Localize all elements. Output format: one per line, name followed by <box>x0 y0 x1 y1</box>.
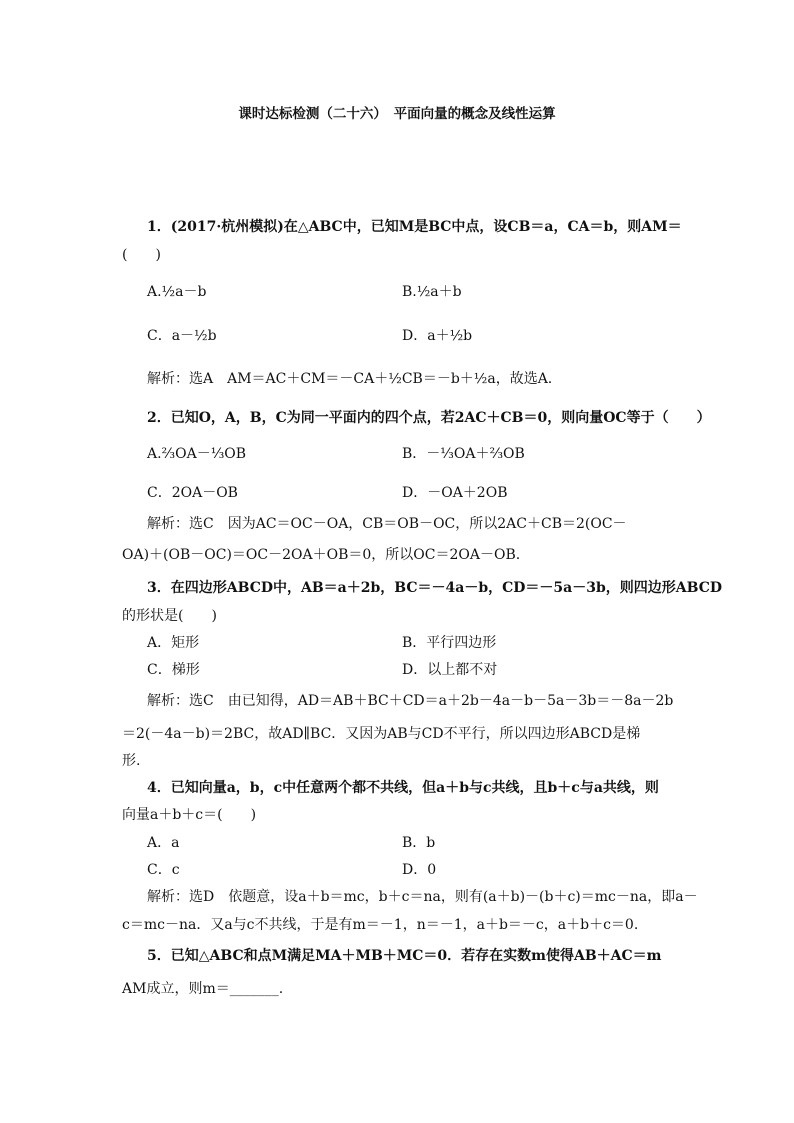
page-title: 课时达标检测（二十六） 平面向量的概念及线性运算 <box>238 106 556 122</box>
question-3-solution-line-2: ＝2(－4a－b)＝2BC，故AD∥BC．又因为AB与CD不平行，所以四边形ABCD是梯 <box>122 726 641 742</box>
question-4-stem-line-2: 向量a＋b＋c＝( ) <box>122 807 257 823</box>
question-2-option-a: A.⅔OA－⅓OB <box>147 446 247 462</box>
question-4-stem: 4．已知向量a，b，c中任意两个都不共线，但a＋b与c共线，且b＋c与a共线，则 <box>147 780 659 796</box>
question-4-option-c: C．c <box>147 862 180 878</box>
question-2-solution-line-2: OA)＋(OB－OC)＝OC－2OA＋OB＝0，所以OC＝2OA－OB. <box>122 547 521 563</box>
question-3-solution-line-3: 形. <box>122 753 141 769</box>
question-3-solution-line-1: 解析：选C 由已知得，AD＝AB＋BC＋CD＝a＋2b－4a－b－5a－3b＝－8a－2b <box>147 693 674 709</box>
question-3-option-b: B．平行四边形 <box>402 635 497 651</box>
question-4-option-b: B．b <box>402 835 436 851</box>
question-1-answer-blank: ( ) <box>122 247 161 263</box>
question-3-option-d: D．以上都不对 <box>402 662 498 678</box>
question-2-option-d: D．－OA＋2OB <box>402 485 508 501</box>
question-2-solution-line-1: 解析：选C 因为AC＝OC－OA，CB＝OB－OC，所以2AC＋CB＝2(OC－ <box>147 516 627 532</box>
question-5-stem: 5．已知△ABC和点M满足MA＋MB＋MC＝0．若存在实数m使得AB＋AC＝m <box>147 948 662 964</box>
question-5-stem-line-2: AM成立，则m＝_______. <box>122 981 284 997</box>
question-3-stem: 3．在四边形ABCD中，AB＝a＋2b，BC＝－4a－b，CD＝－5a－3b，则四边形ABCD <box>147 580 722 596</box>
question-2-option-c: C．2OA－OB <box>147 485 238 501</box>
question-4-option-a: A．a <box>147 835 180 851</box>
question-2-option-b: B．－⅓OA＋⅔OB <box>402 446 525 462</box>
question-1-option-a: A.½a－b <box>147 284 207 300</box>
question-1-stem: 1．(2017·杭州模拟)在△ABC中，已知M是BC中点，设CB＝a，CA＝b，则AM＝ <box>147 219 682 235</box>
question-4-solution-line-1: 解析：选D 依题意，设a＋b＝mc，b＋c＝na，则有(a＋b)－(b＋c)＝mc－na，即a－ <box>147 889 698 905</box>
question-1-option-c: C．a－½b <box>147 328 217 344</box>
question-1-option-d: D．a＋½b <box>402 328 473 344</box>
question-1-option-b: B.½a＋b <box>402 284 462 300</box>
question-3-stem-line-2: 的形状是( ) <box>122 608 217 624</box>
question-4-option-d: D．0 <box>402 862 437 878</box>
question-4-solution-line-2: c＝mc－na．又a与c不共线，于是有m＝－1，n＝－1，a＋b＝－c，a＋b＋c＝0. <box>122 917 639 933</box>
question-3-option-a: A．矩形 <box>147 635 200 651</box>
question-3-option-c: C．梯形 <box>147 662 200 678</box>
question-2-stem: 2．已知O，A，B，C为同一平面内的四个点，若2AC＋CB＝0，则向量OC等于（ ） <box>147 410 711 426</box>
question-1-solution: 解析：选A AM＝AC＋CM＝－CA＋½CB＝－b＋½a，故选A. <box>147 371 553 387</box>
